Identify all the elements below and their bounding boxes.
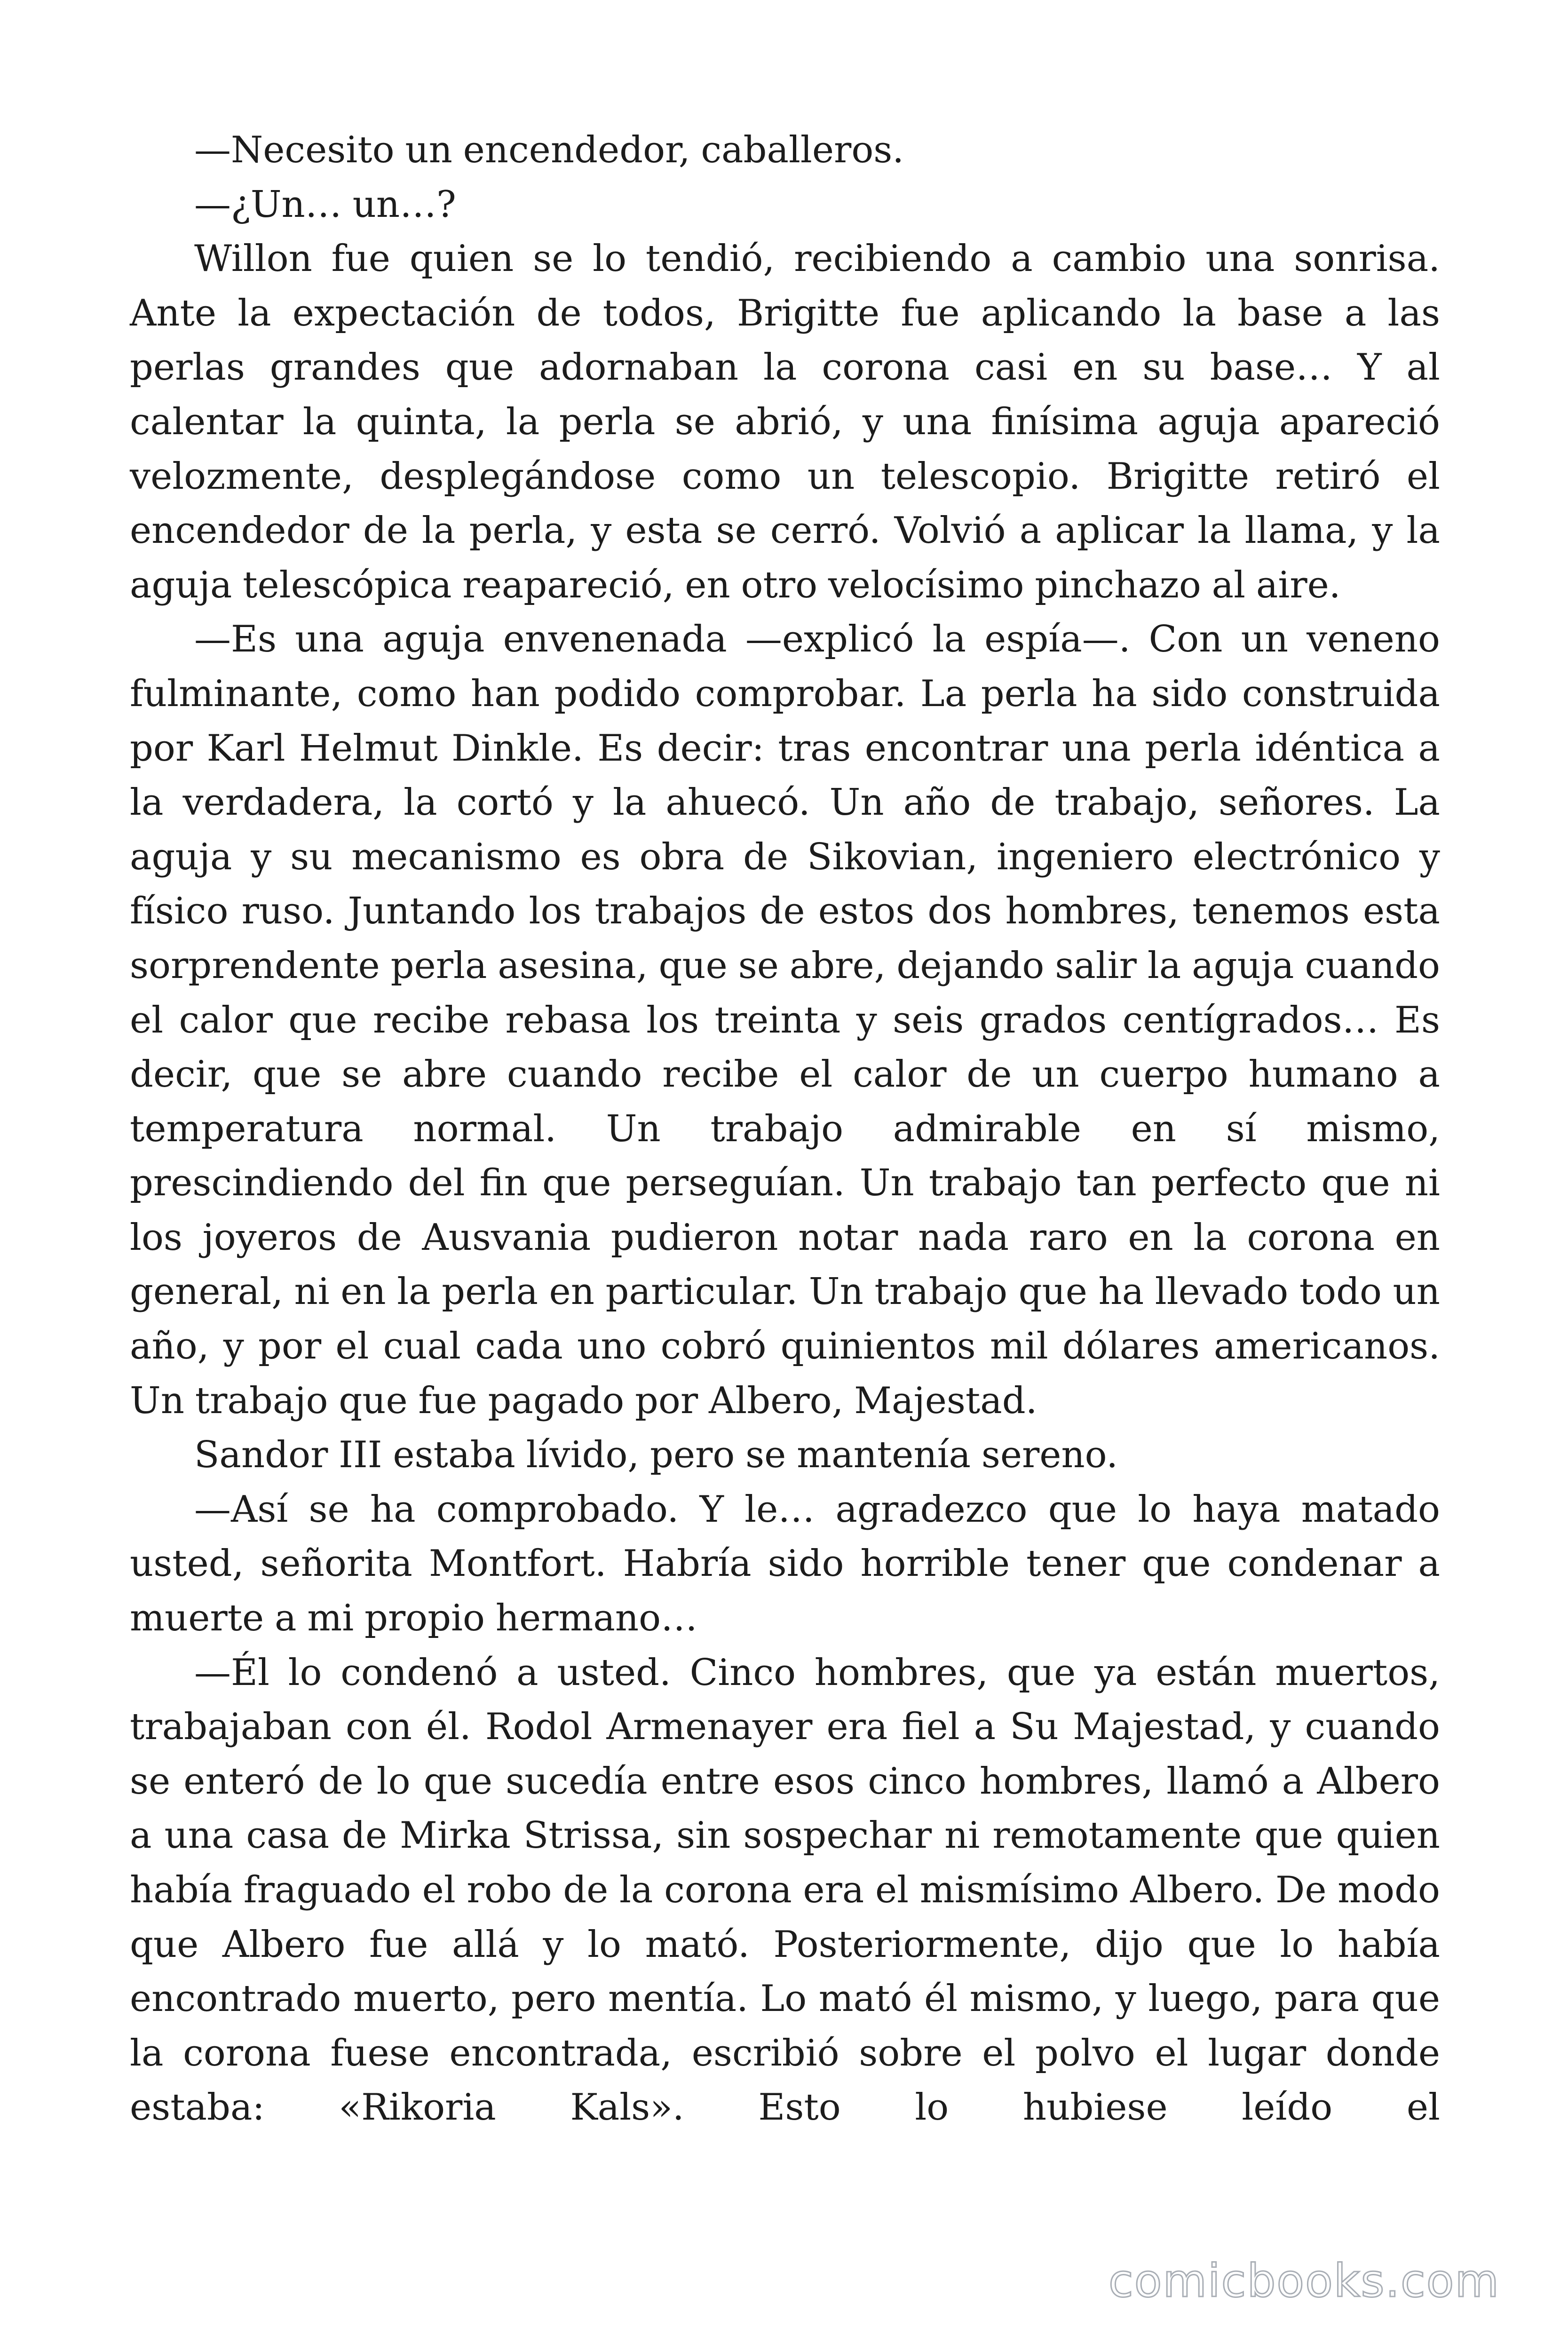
paragraph: —Es una aguja envenenada —explicó la espía—. Con un veneno fulminante, como han podido comprobar. La perla ha sido construida por Karl Helmut Dinkle. Es decir: tras encontrar una perla idéntica a la verdadera, la cortó y la ahuecó. Un año de trabajo, señores. La aguja y su mecanismo es obra de Sikovian, ingeniero electrónico y físico ruso. Juntando los trabajos de estos dos hombres, tenemos esta sorprendente perla asesina, que se abre, dejando salir la aguja cuando el calor que recibe rebasa los treinta y seis grados centígrados… Es decir, que se abre cuando recibe el calor de un cuerpo humano a temperatura normal. Un trabajo admirable en sí mismo, prescindiendo del fin que perseguían. Un trabajo tan perfecto que ni los joyeros de Ausvania pudieron notar nada raro en la corona en general, ni en la perla en particular. Un trabajo que ha llevado todo un año, y por el cual cada uno cobró quinientos mil dólares americanos. Un trabajo que fue pagado por Albero, Majestad. xyxy=(130,618,1440,1422)
paragraph: Sandor III estaba lívido, pero se mantenía sereno. xyxy=(194,1434,1118,1477)
paragraph: —Él lo condenó a usted. Cinco hombres, que ya están muertos, trabajaban con él. Rodol Armenayer era fiel a Su Majestad, y cuando se enteró de lo que sucedía entre esos cinco hombres, llamó a Albero a una casa de Mirka Strissa, sin sospechar ni remotamente que quien había fraguado el robo de la corona era el mismísimo Albero. De modo que Albero fue allá y lo mató. Posteriormente, dijo que lo había encontrado muerto, pero mentía. Lo mató él mismo, y luego, para que la corona fuese encontrada, escribió sobre el polvo el lugar donde estaba: «Rikoria Kals». Esto lo hubiese leído el xyxy=(130,1651,1440,2129)
watermark: comicbooks.com xyxy=(1108,2255,1500,2307)
paragraph: —Así se ha comprobado. Y le… agradezco que lo haya matado usted, señorita Montfort. Habría sido horrible tener que condenar a muerte a mi propio hermano… xyxy=(130,1488,1440,1640)
paragraph: Willon fue quien se lo tendió, recibiendo a cambio una sonrisa. Ante la expectación de todos, Brigitte fue aplicando la base a las perlas grandes que adornaban la corona casi en su base… Y al calentar la quinta, la perla se abrió, y una finísima aguja apareció velozmente, desplegándose como un telescopio. Brigitte retiró el encendedor de la perla, y esta se cerró. Volvió a aplicar la llama, y la aguja telescópica reapareció, en otro velocísimo pinchazo al aire. xyxy=(130,238,1440,606)
page-body-text xyxy=(130,123,1440,2135)
paragraph: —¿Un… un…? xyxy=(194,183,456,226)
paragraph: —Necesito un encendedor, caballeros. xyxy=(194,129,904,171)
